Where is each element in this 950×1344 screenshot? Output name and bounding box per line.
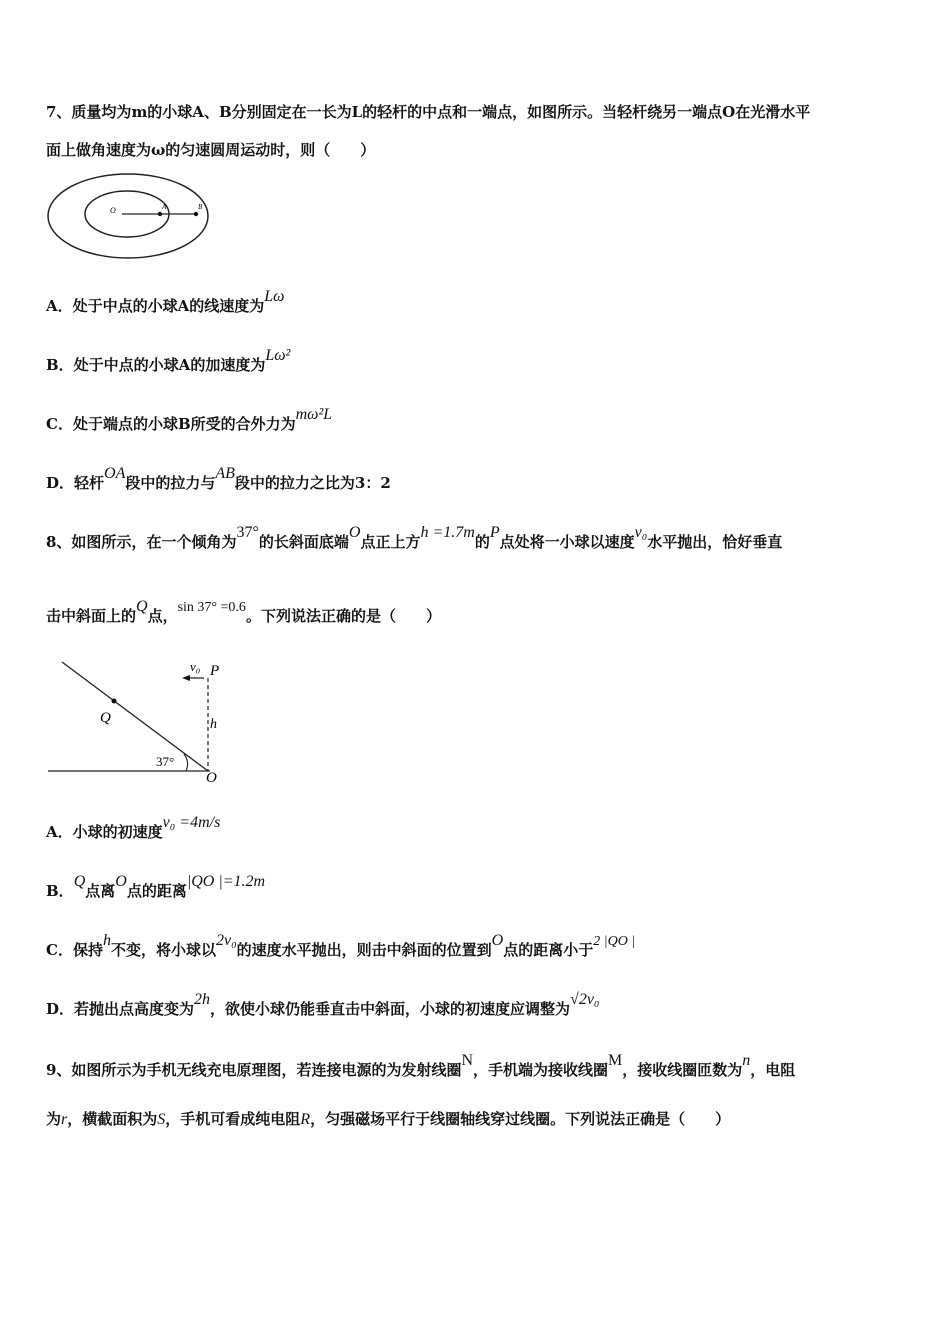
math-m-omega-squared-l: mω²L	[295, 406, 333, 423]
label-q: Q	[100, 710, 111, 726]
label-h: h	[210, 717, 217, 732]
q9-stem-line1: 9、如图所示为手机无线充电原理图，若连接电源的为发射线圈N，手机端为接收线圈M，接收线圈匝数为n，电阻	[46, 1052, 796, 1079]
q7-option-b[interactable]: B．处于中点的小球A的加速度为Lω²	[46, 347, 291, 374]
q8-figure-incline	[44, 650, 234, 790]
math-l-omega-squared: Lω²	[265, 347, 291, 364]
q8-option-c[interactable]: C．保持h不变，将小球以2v₀的速度水平抛出，则击中斜面的位置到O点的距离小于2 |QO |	[46, 932, 636, 959]
math-qo-distance: |QO |=1.2m	[186, 873, 266, 890]
label-o: O	[110, 206, 116, 215]
velocity-arrowhead	[182, 675, 190, 681]
label-o: O	[206, 770, 217, 786]
q7-figure-circles	[44, 170, 216, 262]
math-o: O	[348, 524, 361, 541]
label-angle: 37°	[156, 754, 175, 769]
math-2h: 2h	[194, 991, 211, 1008]
math-37deg: 37°	[236, 524, 259, 541]
math-n-turns: n	[742, 1052, 751, 1069]
ball-b	[194, 212, 198, 216]
math-q: Q	[136, 598, 148, 615]
angle-arc	[184, 754, 188, 771]
math-sin37: sin 37° =0.6	[177, 600, 246, 615]
math-v0: v₀	[634, 524, 648, 541]
math-2qo: 2 |QO |	[593, 934, 636, 949]
math-n-coil: N	[461, 1052, 474, 1069]
math-h: h	[102, 932, 111, 949]
label-v0: v₀	[190, 659, 201, 674]
math-big-r: R	[300, 1111, 311, 1128]
q8-stem-line2: 击中斜面上的Q点，sin 37° =0.6。下列说法正确的是（ ）	[46, 598, 441, 625]
math-o: O	[491, 932, 504, 949]
math-oa: OA	[104, 465, 126, 482]
ball-a	[158, 212, 162, 216]
math-sqrt2-v0: √2v₀	[570, 991, 600, 1008]
q8-option-a[interactable]: A．小球的初速度v₀ =4m/s	[46, 814, 221, 841]
math-s: S	[157, 1111, 166, 1128]
math-r: r	[61, 1111, 68, 1128]
q7-option-c[interactable]: C．处于端点的小球B所受的合外力为mω²L	[46, 406, 333, 433]
q7-option-d[interactable]: D．轻杆OA段中的拉力与AB段中的拉力之比为3：2	[46, 465, 391, 492]
q7-stem-line1: 7、质量均为m的小球A、B分别固定在一长为L的轻杆的中点和一端点，如图所示。当轻杆绕另一端点O在光滑水平	[46, 103, 811, 121]
q8-option-b[interactable]: B．Q点离O点的距离|QO |=1.2m	[46, 873, 266, 900]
q9-stem-line2: 为r，横截面积为S，手机可看成纯电阻R，匀强磁场平行于线圈轴线穿过线圈。下列说法正确是（ ）	[46, 1110, 731, 1128]
math-p: P	[489, 524, 500, 541]
math-o: O	[115, 873, 127, 890]
q7-stem-line2: 面上做角速度为ω的匀速圆周运动时，则（ ）	[46, 141, 376, 159]
math-l-omega: Lω	[264, 288, 285, 305]
math-v0-value: v₀ =4m/s	[162, 814, 221, 831]
q8-option-d[interactable]: D．若抛出点高度变为2h，欲使小球仍能垂直击中斜面，小球的初速度应调整为√2v₀	[46, 991, 600, 1018]
label-a: A	[162, 203, 167, 211]
math-m-coil: M	[608, 1052, 623, 1069]
q7-option-a[interactable]: A．处于中点的小球A的线速度为Lω	[46, 288, 285, 315]
math-ab: AB	[215, 465, 235, 482]
point-q	[112, 699, 117, 704]
q8-stem-line1: 8、如图所示，在一个倾角为37°的长斜面底端O点正上方h =1.7m的P点处将一小球以速度v₀水平抛出，恰好垂直	[46, 524, 783, 551]
math-h-value: h =1.7m	[420, 524, 475, 541]
label-p: P	[210, 663, 220, 679]
math-2v0: 2v₀	[215, 932, 237, 949]
label-b: B	[198, 203, 203, 211]
outer-circle	[48, 174, 208, 258]
math-q: Q	[73, 873, 86, 890]
